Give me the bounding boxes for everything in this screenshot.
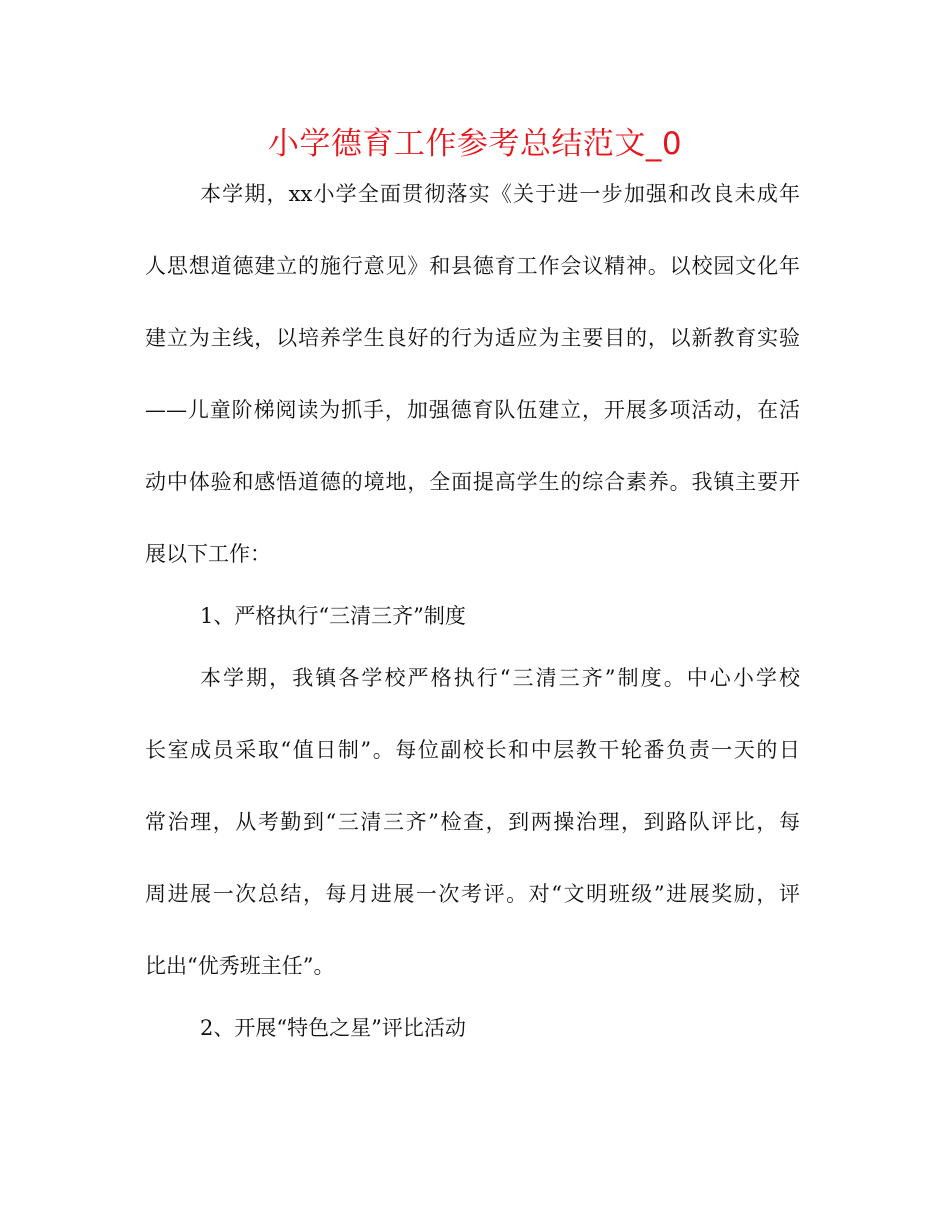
document-title: 小学德育工作参考总结范文_0 [267,126,683,162]
paragraph-2-line-2: 长室成员采取“值日制”。每位副校长和中层教干轮番负责一天的日 [145,738,800,762]
section-heading-1: 1、严格执行“三清三齐”制度 [200,604,466,628]
paragraph-2-line-5: 比出“优秀班主任”。 [145,954,335,978]
paragraph-1-line-1: 本学期，xx小学全面贯彻落实《关于进一步加强和改良未成年 [200,182,800,206]
section-heading-2: 2、开展“特色之星”评比活动 [200,1016,466,1040]
paragraph-1-line-4: ——儿童阶梯阅读为抓手，加强德育队伍建立，开展多项活动，在活 [145,398,800,422]
paragraph-1-line-6: 展以下工作： [145,542,271,566]
paragraph-1-line-5: 动中体验和感悟道德的境地，全面提高学生的综合素养。我镇主要开 [145,470,800,494]
paragraph-2-line-4: 周进展一次总结，每月进展一次考评。对“文明班级”进展奖励，评 [145,882,800,906]
paragraph-1-line-3: 建立为主线，以培养学生良好的行为适应为主要目的，以新教育实验 [145,326,800,350]
paragraph-2-line-3: 常治理，从考勤到“三清三齐”检查，到两操治理，到路队评比，每 [145,810,800,834]
paragraph-1-line-2: 人思想道德建立的施行意见》和县德育工作会议精神。以校园文化年 [145,254,800,278]
paragraph-2-line-1: 本学期，我镇各学校严格执行“三清三齐”制度。中心小学校 [200,666,800,690]
